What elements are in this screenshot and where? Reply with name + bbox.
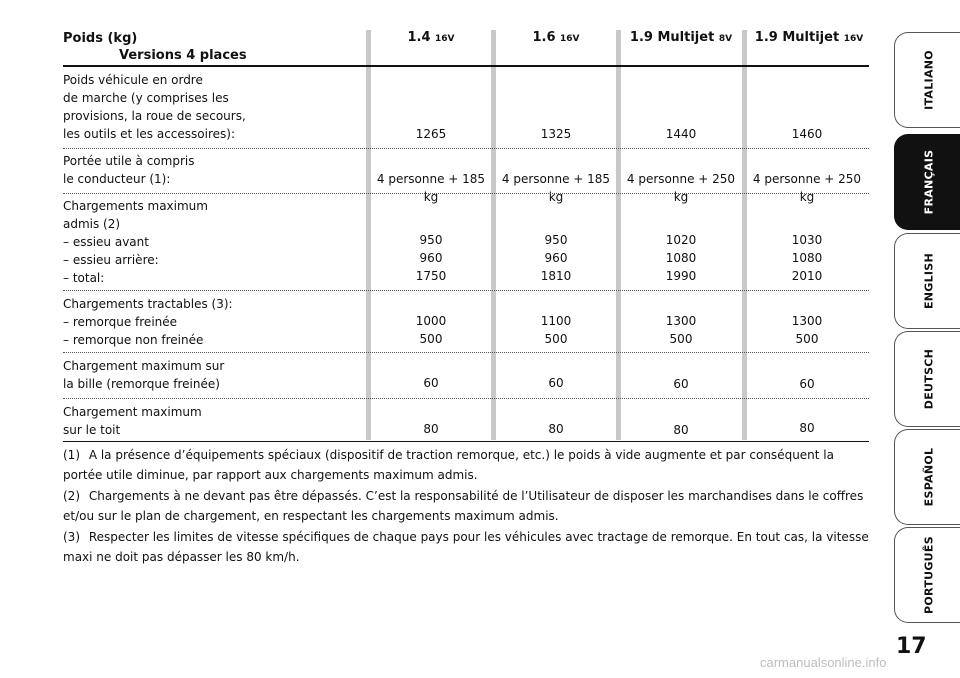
column-header-sub: 16V	[435, 34, 455, 44]
row-separator	[63, 193, 869, 194]
tab-deutsch[interactable]	[894, 331, 960, 427]
tab-label: DEUTSCH	[922, 348, 935, 410]
column-header-name: 1.9 Multijet	[754, 30, 840, 45]
tab-label: PORTUGUÊS	[922, 536, 935, 614]
page-number: 17	[896, 634, 927, 659]
table-cell: 1300 500	[791, 314, 823, 346]
tab-espanol[interactable]	[894, 429, 960, 525]
table-cell: 1460	[791, 127, 823, 141]
table-cell: 1440	[665, 127, 697, 141]
footnote	[63, 486, 871, 526]
table-cell: 80	[673, 423, 689, 437]
tab-english[interactable]	[894, 233, 960, 329]
column-header	[497, 30, 615, 45]
tab-italiano[interactable]	[894, 32, 960, 128]
tab-label: ITALIANO	[922, 50, 935, 110]
footnote-text: Chargements à ne devant pas être dépassés. C’est la responsabilité de l’Utilisateur de disposer les marchandises dans le coffres et/ou sur le plan de chargement, en respectant les chargements maximum admis.	[63, 489, 864, 523]
row-separator	[63, 148, 869, 149]
column-header-sub: 16V	[560, 34, 580, 44]
table-cell: 60	[548, 376, 564, 390]
row-separator	[63, 398, 869, 399]
tab-label: FRANÇAIS	[922, 149, 935, 215]
tab-portugues[interactable]	[894, 527, 960, 623]
table-header-label	[63, 30, 247, 64]
table-cell: 60	[423, 376, 439, 390]
language-tabs	[890, 0, 960, 678]
table-cell: 1265	[415, 127, 447, 141]
table-cell: 4 personne + 185 kg	[376, 172, 486, 204]
tab-label: ESPAÑOL	[922, 447, 935, 507]
column-header-name: 1.4	[407, 30, 431, 45]
column-header-sub: 16V	[843, 34, 864, 44]
column-header-name: 1.6	[532, 30, 556, 45]
footnote-text: Respecter les limites de vitesse spécifiques de chaque pays pour les véhicules avec tractage de remorque. En tout cas, la vitesse maxi ne doit pas dépasser les 80 km/h.	[63, 530, 869, 564]
table-cell: 1000 500	[415, 314, 447, 346]
footnote	[63, 445, 871, 485]
footnote-number: (1)	[63, 448, 80, 462]
footnote-number: (2)	[63, 489, 80, 503]
table-cell: 4 personne + 250 kg	[626, 172, 736, 204]
table-subtitle: Versions 4 places	[119, 48, 247, 63]
table-cell: 60	[673, 377, 689, 391]
row-label: Chargement maximum sur le toit	[63, 405, 202, 437]
footnote-number: (3)	[63, 530, 80, 544]
table-title: Poids (kg)	[63, 31, 138, 46]
table-cell: 1030 1080 2010	[791, 233, 823, 283]
footnote	[63, 527, 871, 567]
table-cell: 80	[799, 421, 815, 435]
table-cell: 1300 500	[665, 314, 697, 346]
table-cell: 80	[548, 422, 564, 436]
column-header	[622, 30, 740, 45]
column-header	[372, 30, 490, 45]
table-cell: 4 personne + 250 kg	[752, 172, 862, 204]
table-cell: 4 personne + 185 kg	[501, 172, 611, 204]
table-cell: 1100 500	[540, 314, 572, 346]
table-cell: 1020 1080 1990	[665, 233, 697, 283]
tab-label: ENGLISH	[922, 252, 935, 310]
row-label: Portée utile à compris le conducteur (1):	[63, 154, 195, 186]
header-rule	[63, 65, 869, 67]
table-bottom-rule	[63, 441, 869, 442]
column-header	[747, 30, 871, 45]
table-cell: 1325	[540, 127, 572, 141]
table-cell: 60	[799, 377, 815, 391]
row-separator	[63, 352, 869, 353]
table-cell: 950 960 1810	[540, 233, 572, 283]
row-label: Chargement maximum sur la bille (remorque freinée)	[63, 359, 225, 391]
column-header-sub: 8V	[718, 34, 733, 44]
footnote-text: A la présence d’équipements spéciaux (dispositif de traction remorque, etc.) le poids à vide augmente et par conséquent la portée utile diminue, par rapport aux chargements maximum admis.	[63, 448, 834, 482]
row-label: Poids véhicule en ordre de marche (y comprises les provisions, la roue de secours, les outils et les accessoires):	[63, 73, 246, 141]
row-label: Chargements maximum admis (2) – essieu avant – essieu arrière: – total:	[63, 199, 208, 285]
column-header-name: 1.9 Multijet	[629, 30, 715, 45]
table-cell: 950 960 1750	[415, 233, 447, 283]
table-cell: 80	[423, 422, 439, 436]
watermark: carmanualsonline.info	[760, 655, 887, 670]
row-label: Chargements tractables (3): – remorque freinée – remorque non freinée	[63, 297, 233, 347]
tab-francais[interactable]	[894, 134, 960, 230]
row-separator	[63, 290, 869, 291]
